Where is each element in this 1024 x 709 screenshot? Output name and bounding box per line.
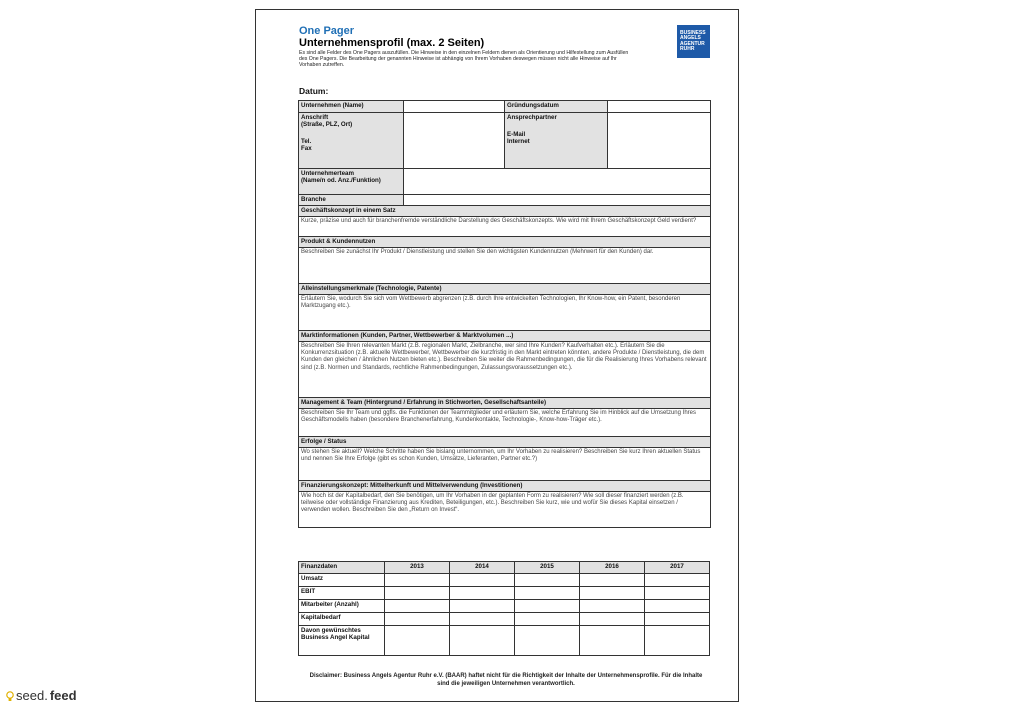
finance-cell[interactable]: [385, 626, 450, 656]
brand-suffix: feed: [49, 688, 77, 703]
finance-cell[interactable]: [515, 626, 580, 656]
section-text-field[interactable]: Beschreiben Sie zunächst Ihr Produkt / Dienstleistung und stellen Sie den wichtigsten Kundennutzen (Mehrwert für den Kunden) dar.: [299, 248, 711, 284]
address-field[interactable]: [404, 113, 505, 169]
founding-date-field[interactable]: [608, 101, 711, 113]
finance-table: [298, 561, 710, 656]
finance-cell[interactable]: [580, 613, 645, 626]
year-header: 2017: [645, 562, 710, 574]
document-page: [255, 9, 739, 702]
section-heading: Alleinstellungsmerkmale (Technologie, Patente): [299, 284, 711, 295]
finance-row-label: Davon gewünschtes Business Angel Kapital: [299, 626, 385, 656]
lightbulb-icon: [6, 690, 14, 701]
section-text-field[interactable]: Wie hoch ist der Kapitalbedarf, den Sie benötigen, um Ihr Vorhaben in der geplanten Form zu realisieren? Wie soll dieser finanziert werden (z.B. teilweise oder vollständige Finanzierung aus Krediten, Beteiligungen, etc.). Beschreiben Sie kurz, wie und wofür Sie dieses Kapital einsetzen / verwenden wollen. Beschreiben Sie den „Return on Invest“.: [299, 492, 711, 528]
section-heading: Produkt & Kundennutzen: [299, 237, 711, 248]
finance-cell[interactable]: [515, 600, 580, 613]
finance-cell[interactable]: [450, 574, 515, 587]
team-label-cell: Unternehmerteam (Name/n od. Anz./Funktion): [299, 169, 404, 195]
section-text-field[interactable]: Wo stehen Sie aktuell? Welche Schritte haben Sie bislang unternommen, um Ihr Vorhaben zu realisieren? Beschreiben Sie kurz Ihren aktuellen Status und nennen Sie Ihre Erfolge (gibt es schon Kunden, Umsätze, Lieferanten, Partner etc.?): [299, 448, 711, 481]
finance-cell[interactable]: [385, 574, 450, 587]
section-heading: Finanzierungskonzept: Mittelherkunft und Mittelverwendung (Investitionen): [299, 481, 711, 492]
finance-row-label: Umsatz: [299, 574, 385, 587]
finance-row-label: Mitarbeiter (Anzahl): [299, 600, 385, 613]
company-name-label: Unternehmen (Name): [299, 101, 404, 113]
finance-cell[interactable]: [580, 587, 645, 600]
branche-field[interactable]: [404, 195, 711, 206]
disclaimer: Disclaimer: Business Angels Agentur Ruhr e.V. (BAAR) haftet nicht für die Richtigkeit der Inhalte der Unternehmensprofile. Für die Inhalte sind die jeweiligen Unternehmen verantwortlich.: [309, 673, 703, 687]
doc-subtitle: Unternehmensprofil (max. 2 Seiten): [299, 37, 485, 49]
baar-logo: BUSINESS ANGELS AGENTUR RUHR: [677, 25, 710, 58]
date-label: Datum:: [299, 86, 329, 96]
year-header: 2014: [450, 562, 515, 574]
section-heading: Geschäftskonzept in einem Satz: [299, 206, 711, 217]
finance-cell[interactable]: [385, 600, 450, 613]
brand-prefix: seed.: [16, 688, 48, 703]
finance-cell[interactable]: [645, 600, 710, 613]
seedfeed-brand: [6, 688, 77, 703]
finance-cell[interactable]: [450, 626, 515, 656]
finance-cell[interactable]: [580, 574, 645, 587]
company-form: [298, 100, 711, 528]
finance-cell[interactable]: [645, 574, 710, 587]
founding-date-label: Gründungsdatum: [505, 101, 608, 113]
finance-cell[interactable]: [515, 587, 580, 600]
branche-label: Branche: [299, 195, 404, 206]
finance-header: Finanzdaten: [299, 562, 385, 574]
section-text-field[interactable]: Beschreiben Sie Ihr Team und ggfls. die Funktionen der Teammitglieder und erläutern Sie, welche Erfahrung Sie im Hinblick auf die Umsetzung Ihres Geschäftsmodells haben (besondere Branchenerfahrung, Kundenkontakte, Technologie-, Know-how-Träger etc.).: [299, 409, 711, 437]
section-text-field[interactable]: Erläutern Sie, wodurch Sie sich vom Wettbewerb abgrenzen (z.B. durch Ihre entwickelten Technologien, Ihr Know-how, ein Patent, besonderen Marktzugang etc.).: [299, 295, 711, 331]
finance-cell[interactable]: [580, 600, 645, 613]
finance-row-label: EBIT: [299, 587, 385, 600]
intro-text: Es sind alle Felder des One Pagers auszufüllen. Die Hinweise in den einzelnen Feldern dienen als Orientierung und Hilfestellung zum Ausfüllen des One Pagers. Die Bearbeitung der genannten Hinweise ist abhängig von Ihrem Vorhaben deswegen müssen nicht alle Hinweise auf Ihr Vorhaben zutreffen.: [299, 50, 629, 69]
finance-cell[interactable]: [450, 587, 515, 600]
finance-cell[interactable]: [645, 626, 710, 656]
contact-label-cell: Ansprechpartner E-Mail Internet: [505, 113, 608, 169]
team-field[interactable]: [404, 169, 711, 195]
year-header: 2016: [580, 562, 645, 574]
finance-cell[interactable]: [450, 613, 515, 626]
contact-field[interactable]: [608, 113, 711, 169]
company-name-field[interactable]: [404, 101, 505, 113]
section-text-field[interactable]: Kurze, präzise und auch für branchenfremde verständliche Darstellung des Geschäftskonzepts. Wie wird mit Ihrem Geschäftskonzept Geld verdient?: [299, 217, 711, 237]
address-label-cell: Anschrift (Straße, PLZ, Ort) Tel. Fax: [299, 113, 404, 169]
doc-title: One Pager: [299, 25, 355, 37]
section-heading: Management & Team (Hintergrund / Erfahrung in Stichworten, Gesellschaftsanteile): [299, 398, 711, 409]
finance-cell[interactable]: [450, 600, 515, 613]
finance-cell[interactable]: [645, 613, 710, 626]
year-header: 2015: [515, 562, 580, 574]
finance-cell[interactable]: [645, 587, 710, 600]
section-text-field[interactable]: Beschreiben Sie Ihren relevanten Markt (z.B. regionalen Markt, Zielbranche, wer sind Ihre Kunden? Kaufverhalten etc.). Erläutern Sie die Konkurrenzsituation (z.B. aktuelle Wettbewerber, Wettbewerber die kurzfristig in den Markt eintreten könnten, andere Produkte / Dienstleistung, die dem Kunden den gleichen / ähnlichen Nutzen bieten etc.). Beschreiben Sie weiter die Rahmenbedingungen, die für die Realisierung Ihres Vorhabens relevant sind (z.B. Normen und Standards, rechtliche Rahmenbedingungen, Zulassungsvoraussetzungen etc.).: [299, 342, 711, 398]
finance-cell[interactable]: [515, 574, 580, 587]
finance-cell[interactable]: [385, 613, 450, 626]
finance-cell[interactable]: [515, 613, 580, 626]
finance-cell[interactable]: [385, 587, 450, 600]
finance-cell[interactable]: [580, 626, 645, 656]
section-heading: Erfolge / Status: [299, 437, 711, 448]
finance-row-label: Kapitalbedarf: [299, 613, 385, 626]
section-heading: Marktinformationen (Kunden, Partner, Wettbewerber & Marktvolumen ...): [299, 331, 711, 342]
year-header: 2013: [385, 562, 450, 574]
